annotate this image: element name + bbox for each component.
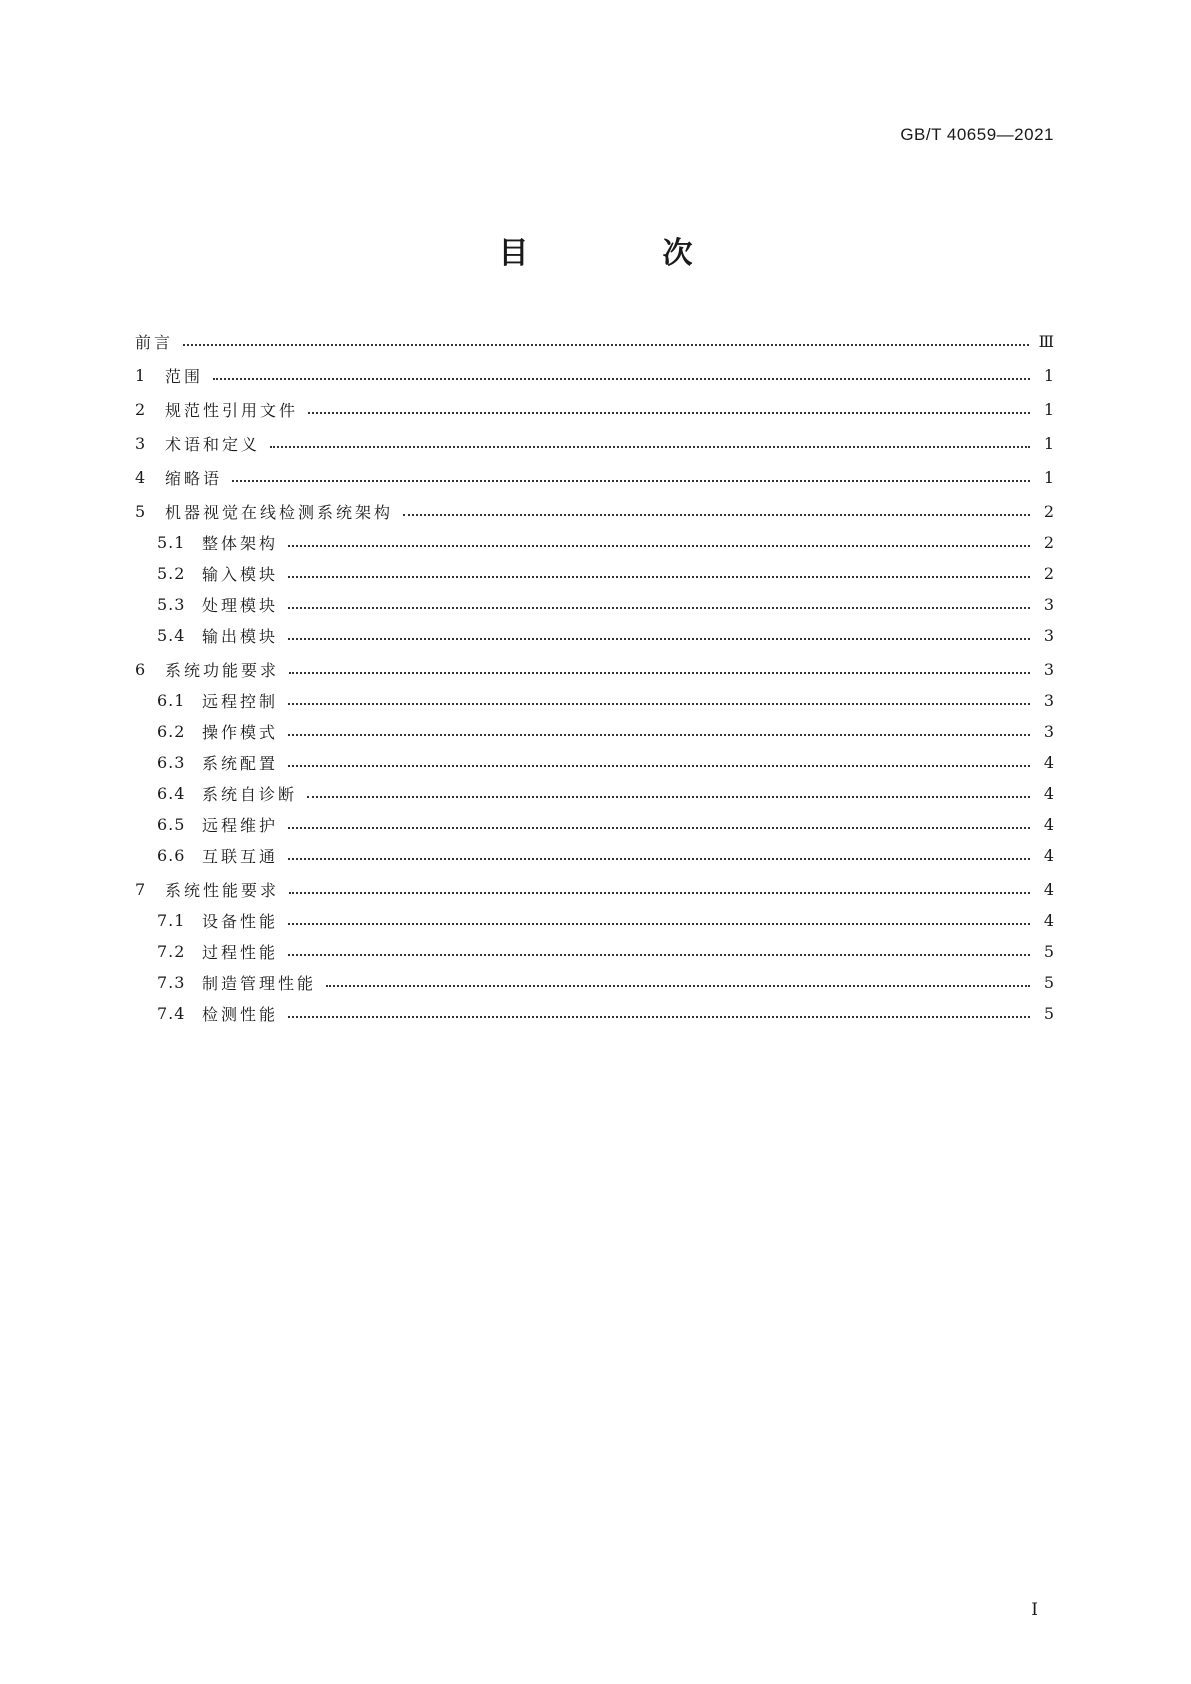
toc-entry-page: 4 [1043,880,1054,899]
toc-entry[interactable] [135,778,1054,809]
toc-entry-page: 3 [1043,595,1054,614]
toc-entry-page: 2 [1043,502,1054,521]
toc-entry-title: 缩略语 [165,469,223,488]
toc-entry-number: 7.1 [157,911,186,930]
toc-entry-number: 5.4 [157,626,186,645]
toc-entry-number: 6 [135,660,147,679]
toc-entry[interactable] [135,394,1054,425]
toc-entry-page: 1 [1043,468,1054,487]
toc-dot-leader [288,923,1030,925]
toc-entry-number: 1 [135,366,147,385]
toc-entry-number: 7 [135,880,147,899]
toc-entry-number: 6.5 [157,815,186,834]
toc-entry-title: 处理模块 [202,596,279,615]
toc-entry-title: 远程控制 [202,692,279,711]
toc-dot-leader [183,344,1029,346]
toc-dot-leader [288,954,1030,956]
toc-entry[interactable] [135,428,1054,459]
toc-entry-title: 系统功能要求 [165,661,280,680]
toc-dot-leader [270,446,1030,448]
toc-dot-leader [288,545,1030,547]
toc-dot-leader [288,576,1030,578]
toc-dot-leader [288,638,1030,640]
toc-entry[interactable] [135,462,1054,493]
toc-entry[interactable] [135,809,1054,840]
toc-entry-page: 3 [1043,722,1054,741]
toc-dot-leader [288,703,1030,705]
toc-entry-title: 范围 [165,367,204,386]
toc-entry[interactable] [135,840,1054,871]
toc-entry-number: 6.4 [157,784,186,803]
toc-entry[interactable] [135,654,1054,685]
toc-entry-number: 7.3 [157,973,186,992]
toc-entry-number: 6.2 [157,722,186,741]
toc-entry-title: 前言 [135,333,174,352]
toc-entry-title: 术语和定义 [165,435,261,454]
toc-entry[interactable] [135,905,1054,936]
toc-entry-page: 3 [1043,660,1054,679]
toc-dot-leader [403,514,1030,516]
toc-entry-number: 5.3 [157,595,186,614]
toc-entry-number: 7.4 [157,1004,186,1023]
toc-dot-leader [289,892,1030,894]
toc-entry-title: 系统配置 [202,754,279,773]
toc-dot-leader [288,734,1030,736]
toc-entry[interactable] [135,496,1054,527]
page-title: 目 次 [498,236,745,271]
toc-dot-leader [289,672,1030,674]
toc-dot-leader [326,985,1030,987]
toc-entry-page: 1 [1043,366,1054,385]
toc-dot-leader [288,858,1030,860]
toc-entry-title: 操作模式 [202,723,279,742]
toc-entry[interactable] [135,936,1054,967]
table-of-contents [135,326,1054,1029]
toc-entry[interactable] [135,589,1054,620]
toc-entry[interactable] [135,326,1054,357]
toc-entry-title: 整体架构 [202,534,279,553]
toc-entry[interactable] [135,620,1054,651]
page-number: I [1031,1600,1038,1620]
toc-entry-title: 互联互通 [202,847,279,866]
toc-entry-number: 4 [135,468,147,487]
toc-entry-page: 1 [1043,400,1054,419]
toc-entry[interactable] [135,685,1054,716]
toc-dot-leader [288,827,1030,829]
toc-entry-number: 2 [135,400,147,419]
toc-dot-leader [232,480,1030,482]
toc-dot-leader [213,378,1030,380]
toc-entry-page: 5 [1043,1004,1054,1023]
toc-entry-title: 设备性能 [202,912,279,931]
toc-entry-number: 6.1 [157,691,186,710]
toc-entry-number: 6.6 [157,846,186,865]
toc-dot-leader [307,796,1030,798]
toc-entry-title: 输出模块 [202,627,279,646]
standard-code: GB/T 40659—2021 [900,125,1054,144]
toc-entry[interactable] [135,874,1054,905]
toc-entry-number: 7.2 [157,942,186,961]
toc-entry-title: 系统自诊断 [202,785,298,804]
toc-entry-page: 4 [1043,815,1054,834]
toc-entry-title: 输入模块 [202,565,279,584]
toc-entry[interactable] [135,716,1054,747]
toc-entry-page: 5 [1043,942,1054,961]
toc-entry-title: 机器视觉在线检测系统架构 [165,503,394,522]
toc-entry-title: 检测性能 [202,1005,279,1024]
toc-entry-page: 3 [1043,691,1054,710]
toc-dot-leader [288,607,1030,609]
toc-dot-leader [288,765,1030,767]
toc-entry-title: 系统性能要求 [165,881,280,900]
toc-entry-title: 规范性引用文件 [165,401,299,420]
toc-entry-page: 1 [1043,434,1054,453]
toc-entry-title: 制造管理性能 [202,974,317,993]
toc-entry[interactable] [135,747,1054,778]
toc-entry-number: 5.2 [157,564,186,583]
toc-entry-number: 3 [135,434,147,453]
toc-dot-leader [288,1016,1030,1018]
toc-entry-page: 4 [1043,753,1054,772]
toc-entry[interactable] [135,998,1054,1029]
toc-entry-page: 4 [1043,784,1054,803]
toc-entry[interactable] [135,360,1054,391]
toc-dot-leader [308,412,1030,414]
toc-entry-page: 4 [1043,846,1054,865]
toc-entry[interactable] [135,967,1054,998]
toc-entry[interactable] [135,558,1054,589]
toc-entry-page: 2 [1043,564,1054,583]
toc-entry-page: 5 [1043,973,1054,992]
toc-entry-page: 4 [1043,911,1054,930]
toc-entry-page: 3 [1043,626,1054,645]
toc-entry-title: 过程性能 [202,943,279,962]
toc-entry[interactable] [135,527,1054,558]
toc-entry-title: 远程维护 [202,816,279,835]
toc-entry-number: 6.3 [157,753,186,772]
toc-entry-page: 2 [1043,533,1054,552]
toc-entry-number: 5 [135,502,147,521]
toc-entry-page: Ⅲ [1038,332,1054,351]
toc-entry-number: 5.1 [157,533,186,552]
